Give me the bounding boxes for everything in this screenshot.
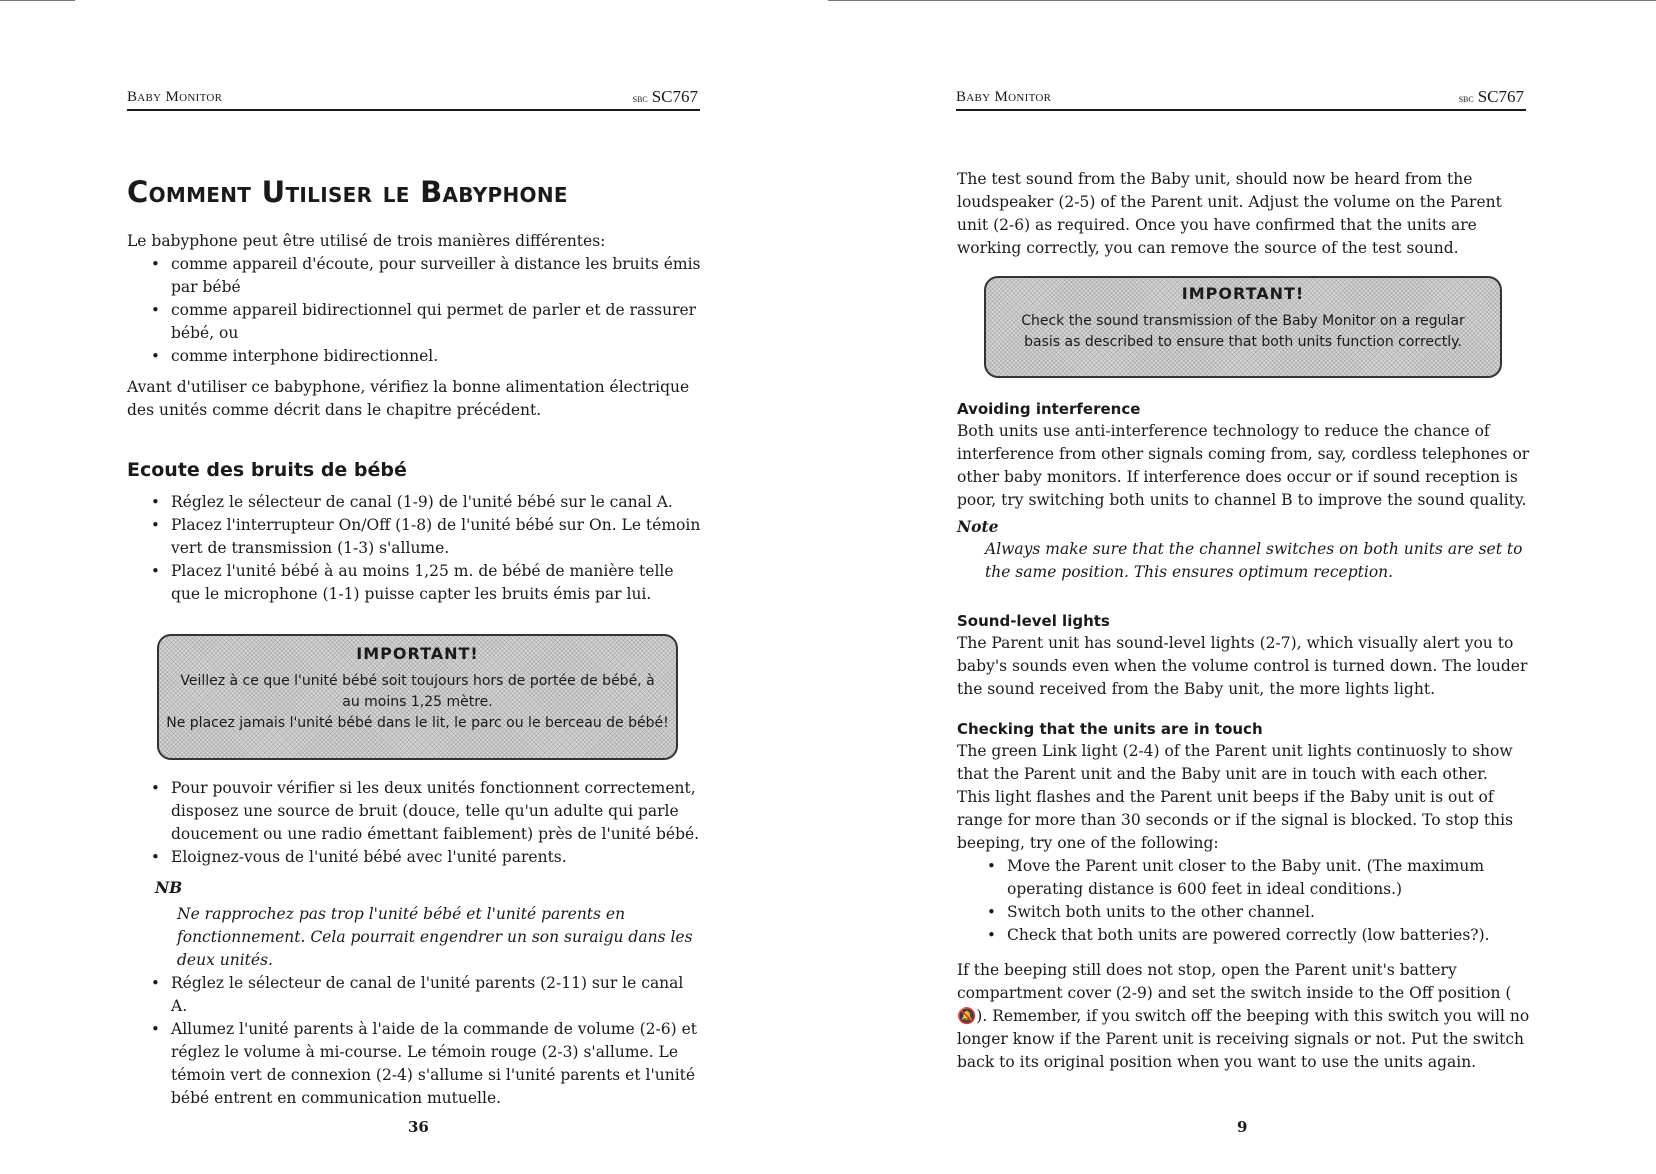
list-item: • Placez l'unité bébé à au moins 1,25 m. de bébé de manière telle que le microphone (1-1) puisse capter les bruits émis par lui. (149, 560, 702, 606)
page-number: 36 (408, 1118, 429, 1136)
list-item: • Placez l'interrupteur On/Off (1-8) de l'unité bébé sur On. Le témoin vert de transmission (1-3) s'allume. (149, 514, 702, 560)
nb-text: Ne rapprochez pas trop l'unité bébé et l'unité parents en fonctionnement. Cela pourrait engendrer un son suraigu dans les deux unités. (177, 905, 693, 969)
list-item: • Switch both units to the other channel. (985, 901, 1537, 924)
avoid-text: Both units use anti-interference technology to reduce the chance of interference from other signals coming from, say, cordless telephones or other baby monitors. If interference does occur or if sound reception is poor, try switching both units to channel B to improve the sound quality. (957, 422, 1530, 509)
right-page (828, 0, 1656, 1174)
right-content (957, 168, 1537, 260)
top-rule (0, 0, 75, 1)
list-item: • Réglez le sélecteur de canal de l'unité parents (2-11) sur le canal A. (149, 972, 702, 1018)
left-content (127, 175, 702, 606)
important-line: Veillez à ce que l'unité bébé soit toujours hors de portée de bébé, à (180, 673, 655, 689)
header-model (1459, 87, 1524, 107)
important-line: basis as described to ensure that both units function correctly. (1024, 334, 1462, 350)
header-title: Baby Monitor (956, 89, 1052, 105)
header-model-prefix: sbc (1458, 93, 1474, 105)
page-title: Comment Utiliser le Babyphone (127, 175, 568, 209)
after-important-bullet-list (149, 777, 702, 869)
sound-text: The Parent unit has sound-level lights (2-7), which visually alert you to baby's sounds even when the volume control is turned down. The louder the sound received from the Baby unit, the more lights light. (957, 634, 1528, 698)
list-item: • Eloignez-vous de l'unité bébé avec l'unité parents. (149, 846, 702, 869)
final-text: If the beeping still does not stop, open the Parent unit's battery compartment cover (2-9) and set the switch inside to the Off position ( 🔕). Remember, if you switch off the beeping with this switch you will no longer know if the Parent unit is receiving signals or not. Put the switch back to its original position when you want to use the units again. (957, 961, 1530, 1071)
touch-bullet-list (985, 855, 1537, 947)
header-model-number: SC767 (1477, 87, 1524, 106)
final-bullet-list (149, 972, 702, 1110)
top-rule (828, 0, 1656, 1)
list-item: • comme interphone bidirectionnel. (149, 345, 702, 368)
important-box (984, 276, 1502, 378)
list-item: • Allumez l'unité parents à l'aide de la commande de volume (2-6) et réglez le volume à mi-course. Le témoin rouge (2-3) s'allume. Le témoin vert de connexion (2-4) s'allume si l'unité parents et l'unité bébé entrent en communication mutuelle. (149, 1018, 702, 1110)
header-model-prefix: sbc (632, 93, 648, 105)
list-item: • Check that both units are powered correctly (low batteries?). (985, 924, 1537, 947)
intro-text: The test sound from the Baby unit, should now be heard from the loudspeaker (2-5) of the Parent unit. Adjust the volume on the Parent unit (2-6) as required. Once you have confirmed that the units are working correctly, you can remove the source of the test sound. (957, 170, 1502, 257)
touch-text-2: This light flashes and the Parent unit beeps if the Baby unit is out of range for more than 30 seconds or if the signal is blocked. To stop this beeping, try one of the following: (957, 788, 1514, 852)
page-header (127, 89, 700, 111)
header-model (633, 87, 698, 107)
important-box (157, 634, 678, 760)
header-model-number: SC767 (651, 87, 698, 106)
important-line: au moins 1,25 mètre. (342, 694, 493, 710)
section-heading: Ecoute des bruits de bébé (127, 459, 407, 481)
touch-heading: Checking that the units are in touch (957, 720, 1263, 738)
list-item: • Move the Parent unit closer to the Baby unit. (The maximum operating distance is 600 feet in ideal conditions.) (985, 855, 1537, 901)
intro-text: Le babyphone peut être utilisé de trois manières différentes: (127, 232, 606, 250)
list-item: • Réglez le sélecteur de canal (1-9) de l'unité bébé sur le canal A. (149, 491, 702, 514)
important-line: Check the sound transmission of the Baby Monitor on a regular (1021, 313, 1465, 329)
note-text: Always make sure that the channel switches on both units are set to the same position. This ensures optimum reception. (985, 540, 1523, 581)
left-content-lower (127, 777, 702, 1110)
before-use-text: Avant d'utiliser ce babyphone, vérifiez la bonne alimentation électrique des unités comme décrit dans le chapitre précédent. (127, 378, 690, 419)
important-title: IMPORTANT! (356, 644, 479, 663)
touch-text-1: The green Link light (2-4) of the Parent unit lights continuosly to show that the Parent unit and the Baby unit are in touch with each other. (957, 742, 1513, 783)
avoid-heading: Avoiding interference (957, 400, 1141, 418)
intro-bullet-list (149, 253, 702, 368)
page-number: 9 (1237, 1118, 1248, 1136)
list-item: • comme appareil bidirectionnel qui permet de parler et de rassurer bébé, ou (149, 299, 702, 345)
page-header (956, 89, 1526, 111)
note-label: Note (957, 517, 999, 536)
section-bullet-list (149, 491, 702, 606)
nb-label: NB (155, 878, 183, 897)
header-title: Baby Monitor (127, 89, 223, 105)
list-item: • comme appareil d'écoute, pour surveiller à distance les bruits émis par bébé (149, 253, 702, 299)
list-item: • Pour pouvoir vérifier si les deux unités fonctionnent correctement, disposez une source de bruit (douce, telle qu'un adulte qui parle doucement ou une radio émettant faiblement) près de l'unité bébé. (149, 777, 702, 846)
important-line: Ne placez jamais l'unité bébé dans le lit, le parc ou le berceau de bébé! (166, 715, 669, 731)
sound-heading: Sound-level lights (957, 612, 1110, 630)
important-title: IMPORTANT! (1181, 284, 1305, 303)
right-content-lower (957, 398, 1537, 1074)
